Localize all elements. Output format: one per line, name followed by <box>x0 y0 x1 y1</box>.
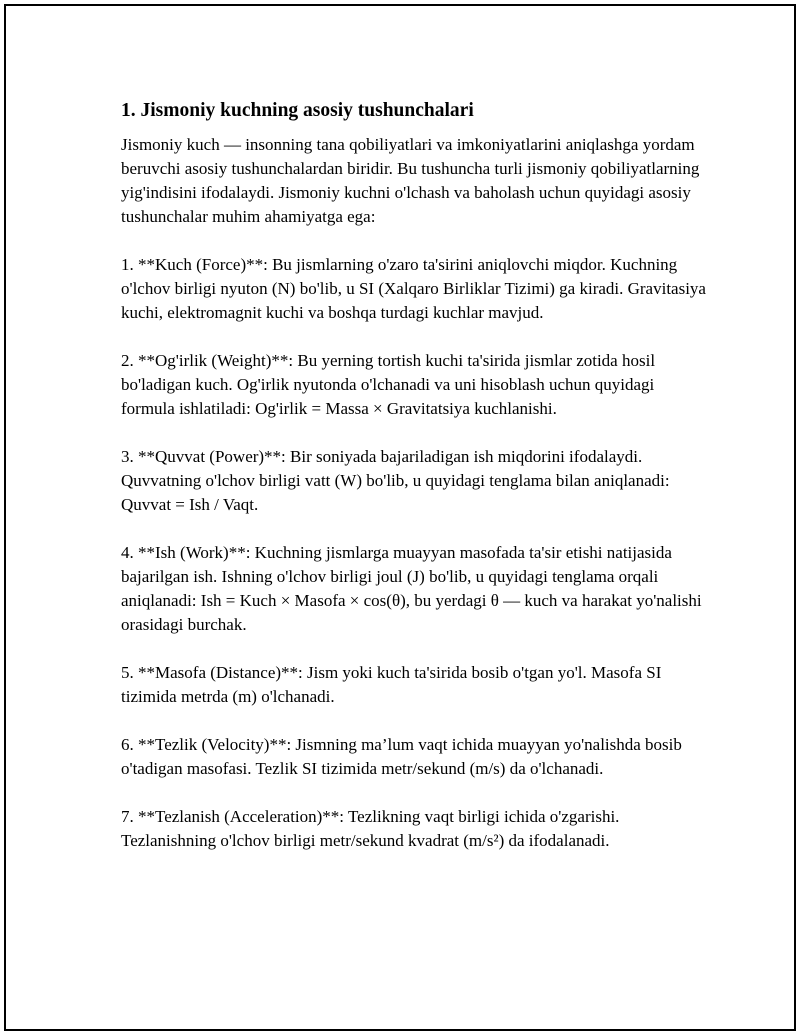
item-work-paragraph: 4. **Ish (Work)**: Kuchning jismlarga muayyan masofada ta'sir etishi natijasida bajarilgan ish. Ishning o'lchov birligi joul (J) bo'lib, u quyidagi tenglama orqali aniqlanadi: Ish = Kuch × Masofa × cos(θ), bu yerdagi θ — kuch va harakat yo'nalishi orasidagi burchak. <box>121 543 702 634</box>
document-body <box>121 98 706 877</box>
item-acceleration-paragraph: 7. **Tezlanish (Acceleration)**: Tezlikning vaqt birligi ichida o'zgarishi. Tezlanishning o'lchov birligi metr/sekund kvadrat (m/s²) da ifodalanadi. <box>121 807 620 850</box>
page-frame <box>4 4 796 1031</box>
item-distance-paragraph: 5. **Masofa (Distance)**: Jism yoki kuch ta'sirida bosib o'tgan yo'l. Masofa SI tizimida metrda (m) o'lchanadi. <box>121 663 662 706</box>
item-velocity-paragraph: 6. **Tezlik (Velocity)**: Jismning ma’lum vaqt ichida muayyan yo'nalishda bosib o'tadigan masofasi. Tezlik SI tizimida metr/sekund (m/s) da o'lchanadi. <box>121 735 682 778</box>
item-force-paragraph: 1. **Kuch (Force)**: Bu jismlarning o'zaro ta'sirini aniqlovchi miqdor. Kuchning o'lchov birligi nyuton (N) bo'lib, u SI (Xalqaro Birliklar Tizimi) ga kiradi. Gravitasiya kuchi, elektromagnit kuchi va boshqa turdagi kuchlar mavjud. <box>121 255 706 322</box>
section-heading: 1. Jismoniy kuchning asosiy tushunchalari <box>121 100 474 121</box>
item-weight-paragraph: 2. **Og'irlik (Weight)**: Bu yerning tortish kuchi ta'sirida jismlar zotida hosil bo'ladigan kuch. Og'irlik nyutonda o'lchanadi va uni hisoblash uchun quyidagi formula ishlatiladi: Og'irlik = Massa × Gravitatsiya kuchlanishi. <box>121 351 656 418</box>
intro-paragraph: Jismoniy kuch — insonning tana qobiliyatlari va imkoniyatlarini aniqlashga yordam beruvchi asosiy tushunchalardan biridir. Bu tushuncha turli jismoniy qobiliyatlarning yig'indisini ifodalaydi. Jismoniy kuchni o'lchash va baholash uchun quyidagi asosiy tushunchalar muhim ahamiyatga ega: <box>121 135 700 226</box>
item-power-paragraph: 3. **Quvvat (Power)**: Bir soniyada bajariladigan ish miqdorini ifodalaydi. Quvvatning o'lchov birligi vatt (W) bo'lib, u quyidagi tenglama bilan aniqlanadi: Quvvat = Ish / Vaqt. <box>121 447 670 514</box>
